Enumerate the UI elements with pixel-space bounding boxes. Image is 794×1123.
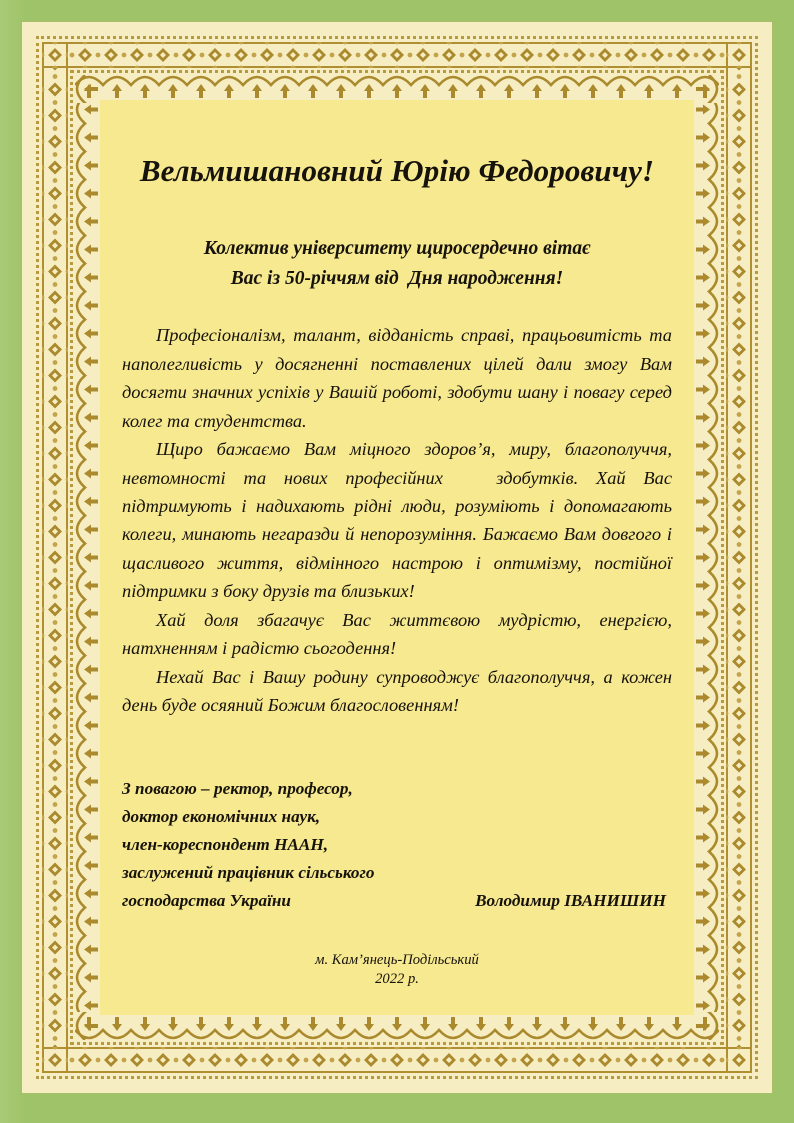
greeting-block (122, 234, 672, 293)
greeting-line-1: Колектив університету щиросердечно вітає (203, 238, 591, 260)
body-paragraph: Професіоналізм, талант, відданість справі, працьовитість та наполегливість у досягненні поставлених цілей дали змогу Вам досягти значних успіхів у Вашій роботі, здобути шану і повагу серед колег та студентства. (122, 325, 677, 431)
body-paragraph: Хай доля збагачує Вас життєвою мудрістю, енергією, натхненням і радістю сьогодення! (122, 609, 677, 659)
signature-line-degree: доктор економічних наук, (122, 807, 321, 827)
footer-block (122, 951, 672, 989)
greeting-line-2: Вас із 50-річчям від Дня народження! (230, 267, 564, 289)
body-text-block (122, 321, 677, 719)
signature-block (122, 775, 672, 914)
signature-last-row (122, 887, 672, 915)
body-paragraph: Щиро бажаємо Вам міцного здоров’я, миру, благополуччя, невтомності та нових професійних здобутків. Хай Вас підтримують і надихають рідні люди, розуміють і допомагають колеги, минають негаразди й непорозуміння. Бажаємо Вам довгого і щасливого життя, відмінного настрою і оптимізму, постійної підтримки з боку друзів та близьких! (122, 439, 677, 602)
signature-line-role: З повагою – ректор, професор, (122, 779, 353, 799)
signatory-name: Володимир ІВАНИШИН (475, 890, 666, 910)
certificate-sheet (22, 22, 772, 1093)
document-content-area (100, 100, 694, 1015)
footer-city: м. Кам’янець-Подільський (315, 951, 479, 968)
signature-line-honour-1: заслужений працівник сільського (122, 863, 375, 883)
body-paragraph: Нехай Вас і Вашу родину супроводжує благополуччя, а кожен день буде осяяний Божим благословенням! (122, 666, 677, 716)
signature-line-honour-2: господарства України (122, 890, 291, 910)
footer-year: 2022 р. (375, 970, 419, 987)
signature-line-membership: член-кореспондент НААН, (122, 835, 329, 855)
salutation-heading: Вельмишановний Юрію Федоровичу! (139, 153, 655, 188)
